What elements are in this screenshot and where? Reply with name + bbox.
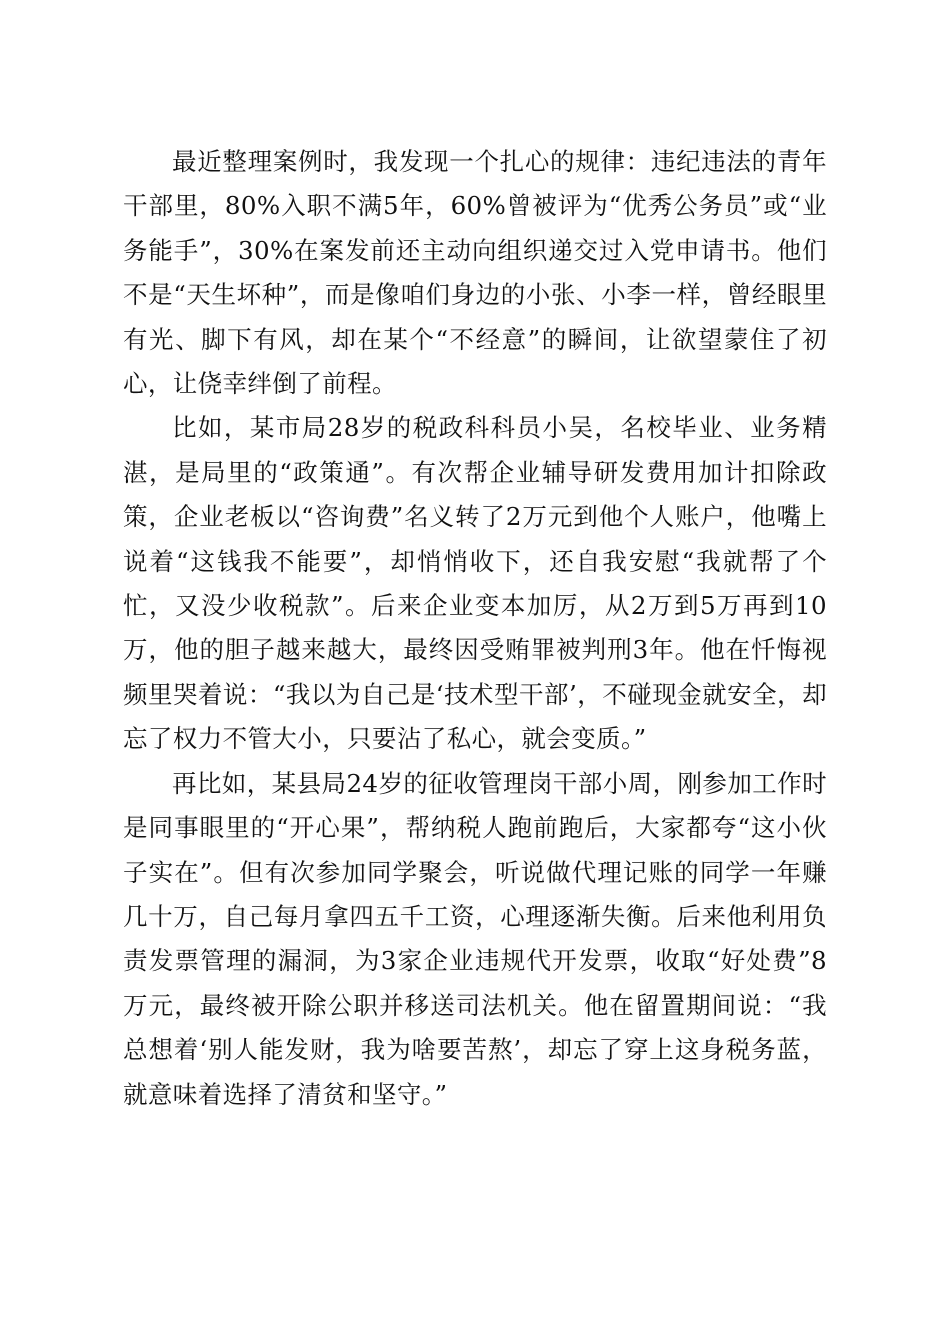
paragraph-case-zhou: 再比如，某县局24岁的征收管理岗干部小周，刚参加工作时是同事眼里的“开心果”，帮纳税人跑前跑后，大家都夸“这小伙子实在”。但有次参加同学聚会，听说做代理记账的同学一年赚几十万，自己每月拿四五千工资，心理逐渐失衡。后来他利用负责发票管理的漏洞，为3家企业违规代开发票，收取“好处费”8万元，最终被开除公职并移送司法机关。他在留置期间说：“我总想着‘别人能发财，我为啥要苦熬’，却忘了穿上这身税务蓝，就意味着选择了清贫和坚守。” <box>123 768 827 1109</box>
paragraph-intro: 最近整理案例时，我发现一个扎心的规律：违纪违法的青年干部里，80%入职不满5年，60%曾被评为“优秀公务员”或“业务能手”，30%在案发前还主动向组织递交过入党申请书。他们不是“天生坏种”，而是像咱们身边的小张、小李一样，曾经眼里有光、脚下有风，却在某个“不经意”的瞬间，让欲望蒙住了初心，让侥幸绊倒了前程。 <box>123 147 827 399</box>
document-body <box>123 140 827 1117</box>
paragraph-case-wu: 比如，某市局28岁的税政科科员小吴，名校毕业、业务精湛，是局里的“政策通”。有次帮企业辅导研发费用加计扣除政策，企业老板以“咨询费”名义转了2万元到他个人账户，他嘴上说着“这钱我不能要”，却悄悄收下，还自我安慰“我就帮了个忙，又没少收税款”。后来企业变本加厉，从2万到5万再到10万，他的胆子越来越大，最终因受贿罪被判刑3年。他在忏悔视频里哭着说：“我以为自己是‘技术型干部’，不碰现金就安全，却忘了权力不管大小，只要沾了私心，就会变质。” <box>123 413 827 754</box>
